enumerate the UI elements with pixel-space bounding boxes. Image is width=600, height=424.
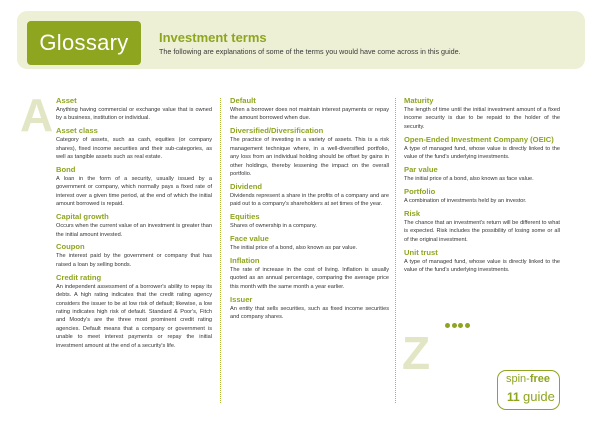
glossary-entry <box>56 165 212 209</box>
glossary-definition: Anything having commercial or exchange value that is owned by a business, institution or individual. <box>56 107 212 122</box>
glossary-term: Par value <box>404 165 438 175</box>
glossary-definition: Dividends represent a share in the profits of a company and are paid out to a company's shareholders at set times of the year. <box>230 192 389 208</box>
glossary-heading: Glossary <box>27 21 141 65</box>
glossary-term: Unit trust <box>404 247 438 257</box>
glossary-definition: The practice of investing in a variety of assets. This is a risk management technique where, in a well-diversified portfolio, any loss from an individual holding should be offset by gains in other holdings, thereby lessening the impact on the overall portfolio. <box>230 137 389 177</box>
glossary-term: Coupon <box>56 242 85 252</box>
glossary-term: Inflation <box>230 255 260 265</box>
glossary-entry <box>404 165 560 183</box>
glossary-entry <box>230 126 389 178</box>
page-number: 11 <box>507 390 520 404</box>
glossary-entry <box>404 135 560 162</box>
glossary-definition: An entity that sells securities, such as fixed income securities and company shares. <box>230 305 389 321</box>
glossary-term: Capital growth <box>56 212 109 222</box>
progress-dot <box>458 323 463 328</box>
glossary-definition: The chance that an investment's return will be different to what is expected. Risk includes the possibility of losing some or all of the original investment. <box>404 219 560 243</box>
glossary-definition: A combination of investments held by an investor. <box>404 197 527 204</box>
glossary-term: Bond <box>56 165 76 175</box>
alphabet-start-letter: A <box>20 89 54 141</box>
brand-wordmark: spin-free <box>506 373 551 385</box>
progress-dot <box>445 323 450 328</box>
progress-dots <box>445 323 470 328</box>
glossary-definition: The initial price of a bond, also known as par value. <box>230 245 358 252</box>
glossary-term: Dividend <box>230 181 263 191</box>
column-divider <box>220 98 221 403</box>
glossary-definition: The initial price of a bond, also known as face value. <box>404 176 534 183</box>
alphabet-end-letter: Z <box>402 327 431 379</box>
glossary-term: Risk <box>404 208 421 218</box>
glossary-definition: A type of managed fund, whose value is directly linked to the value of the fund's underlying investments. <box>404 145 560 161</box>
glossary-entry <box>230 212 389 230</box>
progress-dot <box>452 323 457 328</box>
glossary-term: Issuer <box>230 294 253 304</box>
brand-guide-text: guide <box>523 389 555 404</box>
glossary-entry <box>230 295 389 322</box>
glossary-entry <box>404 248 560 275</box>
glossary-term: Diversified/Diversification <box>230 126 324 136</box>
glossary-term: Asset <box>56 96 77 105</box>
glossary-definition: The interest paid by the government or company that has raised a loan by selling bonds. <box>56 253 212 268</box>
glossary-entry <box>56 126 212 161</box>
page-subtitle: The following are explanations of some of the terms you would have come across in this guide. <box>159 47 461 56</box>
glossary-column-2 <box>230 96 389 325</box>
glossary-definition: The rate of increase in the cost of living. Inflation is usually quoted as an annual percentage, comparing the average price this month with the same month a year earlier. <box>230 266 389 290</box>
glossary-entry <box>56 273 212 350</box>
glossary-definition: The length of time until the initial investment amount of a fixed income security is due to be repaid to the holder of the security. <box>404 107 560 130</box>
glossary-term: Open-Ended Investment Company (OEIC) <box>404 134 554 144</box>
glossary-definition: Category of assets, such as cash, equities (or company shares), fixed income securities and their sub-categories, as well as tangible assets such as real estate. <box>56 137 212 161</box>
glossary-term: Portfolio <box>404 186 436 196</box>
glossary-definition: Shares of ownership in a company. <box>230 223 317 230</box>
glossary-term: Default <box>230 96 256 105</box>
glossary-term: Maturity <box>404 96 434 105</box>
glossary-entry <box>404 187 560 205</box>
glossary-term: Credit rating <box>56 272 102 282</box>
glossary-term: Equities <box>230 212 260 222</box>
glossary-definition: Occurs when the current value of an investment is greater than the initial amount invested. <box>56 223 212 238</box>
glossary-term: Face value <box>230 234 269 244</box>
glossary-entry <box>230 182 389 209</box>
glossary-entry <box>230 96 389 123</box>
spin-free-guide-logo <box>497 370 560 410</box>
glossary-entry <box>230 234 389 252</box>
glossary-entry <box>404 96 560 131</box>
glossary-entry <box>56 242 212 269</box>
glossary-entry <box>56 212 212 239</box>
glossary-column-3 <box>404 96 560 278</box>
glossary-definition: A loan in the form of a security, usually issued by a government or company, which normally pays a fixed rate of interest over a given time period, at the end of which the initial amount borrowed is repaid. <box>56 176 212 208</box>
glossary-definition: A type of managed fund, whose value is directly linked to the value of the fund's underlying investments. <box>404 258 560 273</box>
progress-dot <box>465 323 470 328</box>
glossary-definition: An independent assessment of a borrower's ability to repay its debts. A high rating indicates that the credit rating agency considers the issuer to be at low risk of default; likewise, a low rating indicates high risk of default. Standard & Poor's, Fitch and Moody's are the three most prominent credit rating agencies. Default means that a company or government is unable to meet interest payments or repay the initial investment amount at the end of a security's life. <box>56 283 212 349</box>
glossary-definition: When a borrower does not maintain interest payments or repay the amount borrowed when due. <box>230 107 389 122</box>
column-divider <box>395 98 396 403</box>
glossary-entry <box>230 256 389 291</box>
glossary-column-1 <box>56 96 212 354</box>
glossary-entry <box>56 96 212 123</box>
glossary-term: Asset class <box>56 126 98 136</box>
page-title: Investment terms <box>159 30 267 45</box>
glossary-entry <box>404 209 560 244</box>
